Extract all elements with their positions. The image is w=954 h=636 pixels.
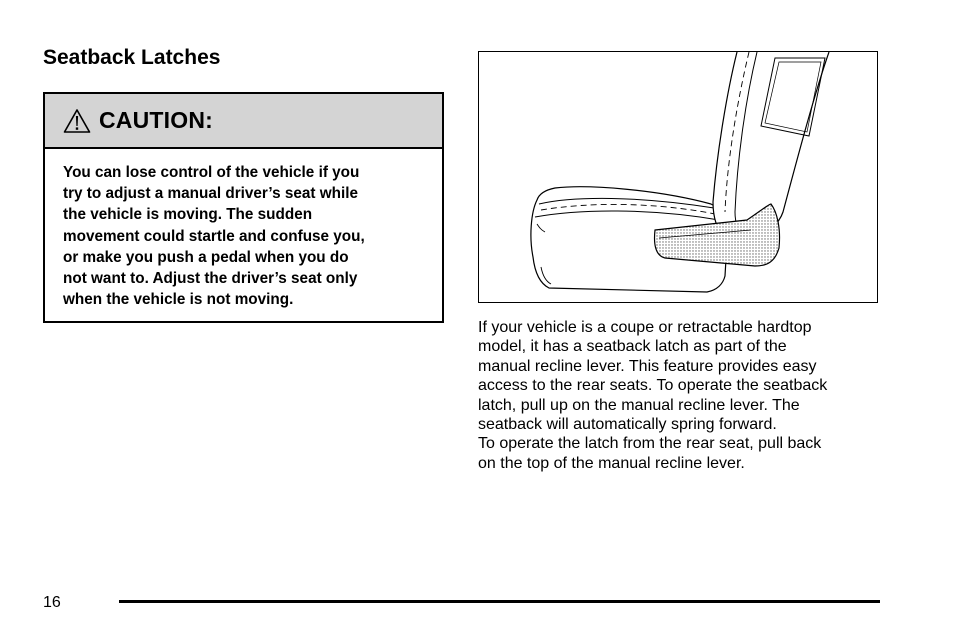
caution-header: [45, 94, 442, 149]
caution-label: CAUTION:: [99, 107, 214, 133]
caution-line: try to adjust a manual driver’s seat while: [63, 185, 358, 203]
body-line: on the top of the manual recline lever.: [478, 454, 745, 472]
caution-text: [45, 149, 442, 310]
caution-line: when the vehicle is not moving.: [63, 291, 294, 309]
footer-rule: [119, 600, 880, 603]
body-line: model, it has a seatback latch as part of the: [478, 338, 787, 356]
body-line: To operate the latch from the rear seat, pull back: [478, 435, 822, 453]
caution-line: not want to. Adjust the driver’s seat only: [63, 270, 358, 288]
body-line: access to the rear seats. To operate the seatback: [478, 377, 828, 395]
body-line: manual recline lever. This feature provides easy: [478, 357, 817, 375]
caution-line: the vehicle is moving. The sudden: [63, 206, 313, 224]
seat-drawing: [479, 52, 876, 301]
caution-line: movement could startle and confuse you,: [63, 227, 365, 245]
section-title: Seatback Latches: [43, 46, 221, 69]
body-line: If your vehicle is a coupe or retractable hardtop: [478, 319, 812, 336]
body-line: seatback will automatically spring forward.: [478, 416, 777, 434]
warning-triangle-icon: [63, 108, 91, 134]
seat-illustration: [478, 51, 878, 303]
caution-line: You can lose control of the vehicle if you: [63, 164, 360, 181]
body-line: latch, pull up on the manual recline lever. The: [478, 396, 800, 414]
caution-line: or make you push a pedal when you do: [63, 248, 349, 266]
body-text: [478, 318, 883, 473]
caution-box: [43, 92, 444, 323]
page-number: 16: [43, 594, 61, 611]
